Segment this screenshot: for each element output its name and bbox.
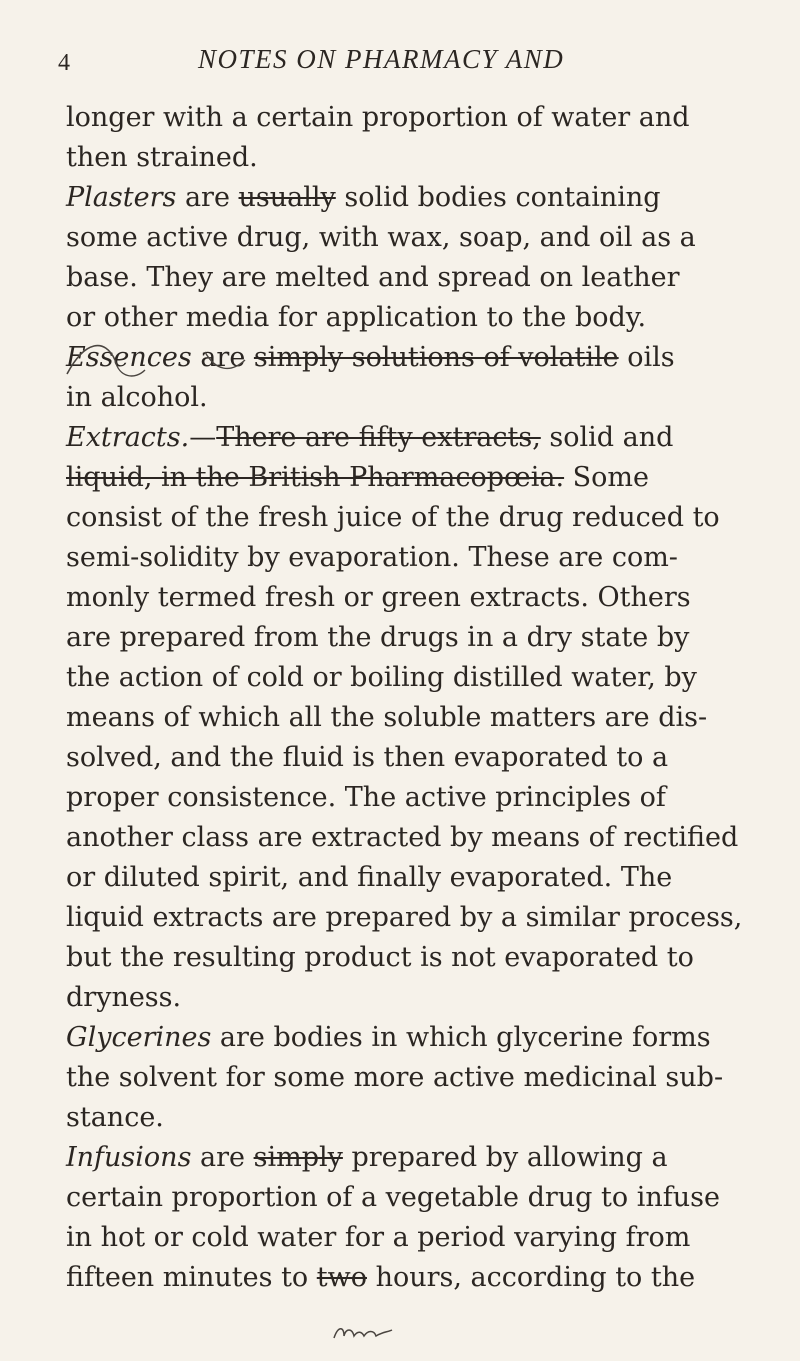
text-line: in hot or cold water for a period varying from (66, 1222, 691, 1253)
term-plasters: Plasters (66, 182, 177, 213)
paragraph-essences: Essences are simply solutions of volatile oils (66, 342, 675, 373)
text-line: base. They are melted and spread on leather (66, 262, 680, 293)
struck-word: simply (253, 1142, 343, 1173)
text-line: are prepared from the drugs in a dry state by (66, 622, 690, 653)
pencil-scrawl-mark (330, 1322, 410, 1344)
text-line: the action of cold or boiling distilled water, by (66, 662, 697, 693)
text-line: stance. (66, 1102, 164, 1133)
text-line: in alcohol. (66, 382, 208, 413)
text-line: certain proportion of a vegetable drug to infuse (66, 1182, 720, 1213)
text-line: monly termed fresh or green extracts. Others (66, 582, 691, 613)
text-line: or diluted spirit, and finally evaporated. The (66, 862, 673, 893)
paragraph-plasters: Plasters are usually solid bodies containing (66, 182, 661, 213)
text-line: longer with a certain proportion of water and (66, 102, 690, 133)
text-line: consist of the fresh juice of the drug reduced to (66, 502, 720, 533)
text-line: dryness. (66, 982, 182, 1013)
text-line: the solvent for some more active medicinal sub- (66, 1062, 724, 1093)
text-line: means of which all the soluble matters are dis- (66, 702, 708, 733)
text-line: solved, and the fluid is then evaporated to a (66, 742, 669, 773)
text-line: some active drug, with wax, soap, and oil as a (66, 222, 696, 253)
struck-phrase: liquid, in the British Pharmacopœia. (66, 462, 565, 493)
paragraph-extracts: Extracts.—There are fifty extracts, solid and (66, 422, 674, 453)
page-number: 4 (58, 50, 70, 76)
struck-phrase: simply solutions of volatile (253, 342, 619, 373)
struck-word: two (316, 1262, 367, 1293)
term-glycerines: Glycerines (66, 1022, 212, 1053)
text-line: proper consistence. The active principles of (66, 782, 666, 813)
body-text (66, 98, 770, 1298)
term-extracts: Extracts. (66, 422, 190, 453)
text-line: another class are extracted by means of rectified (66, 822, 739, 853)
paragraph-glycerines: Glycerines are bodies in which glycerine forms (66, 1022, 711, 1053)
paragraph-infusions: Infusions are simply prepared by allowing a (66, 1142, 668, 1173)
term-essences: Essences (66, 342, 192, 373)
running-title: NOTES ON PHARMACY AND (198, 44, 565, 74)
text-line: liquid, in the British Pharmacopœia. Some (66, 462, 649, 493)
text-line: fifteen minutes to two hours, according to the (66, 1262, 696, 1293)
text-line: semi-solidity by evaporation. These are com- (66, 542, 678, 573)
struck-word: usually (238, 182, 336, 213)
text-line: or other media for application to the body. (66, 302, 647, 333)
text-line: then strained. (66, 142, 258, 173)
text-line: liquid extracts are prepared by a similar process, (66, 902, 743, 933)
struck-phrase: There are fifty extracts, (216, 422, 541, 453)
term-infusions: Infusions (66, 1142, 192, 1173)
text-line: but the resulting product is not evaporated to (66, 942, 694, 973)
